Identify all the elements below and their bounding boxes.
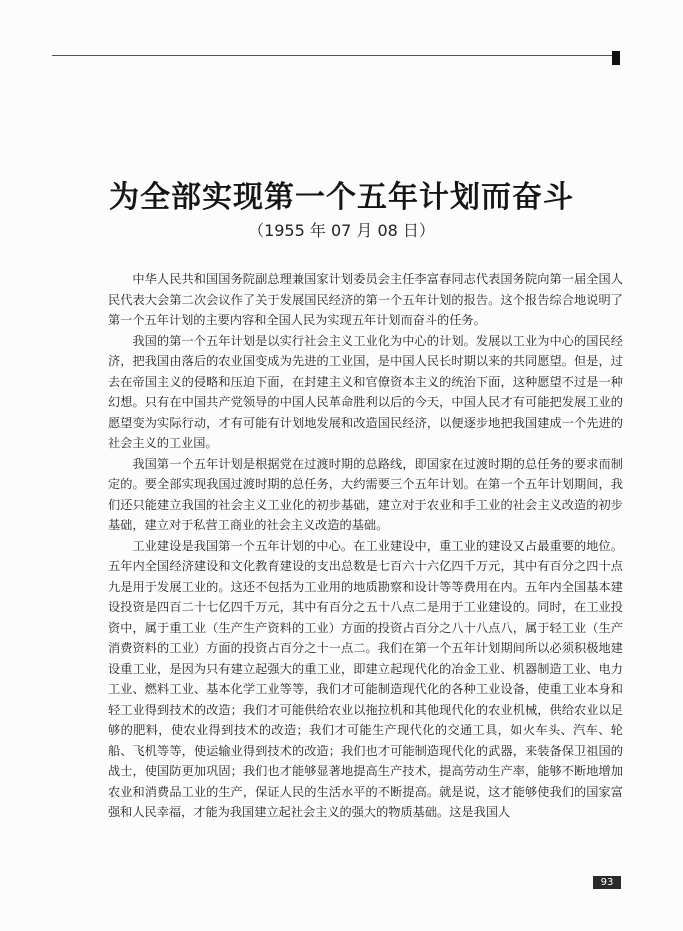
paragraph: 中华人民共和国国务院副总理兼国家计划委员会主任李富春同志代表国务院向第一届全国人民代表大会第二次会议作了关于发展国民经济的第一个五年计划的报告。这个报告综合地说明了第一个五年计划的主要内容和全国人民为实现五年计划而奋斗的任务。: [108, 272, 623, 327]
header-rule-marker: [612, 51, 620, 65]
article-title: 为全部实现第一个五年计划而奋斗: [109, 180, 574, 215]
paragraph: 我国第一个五年计划是根据党在过渡时期的总路线，即国家在过渡时期的总任务的要求而制定的。要全部实现我国过渡时期的总任务，大约需要三个五年计划。在第一个五年计划期间，我们还只能建立我国的社会主义工业化的初步基础，建立对于农业和手工业的社会主义改造的初步基础，建立对于私营工商业的社会主义改造的基础。: [108, 456, 623, 532]
article-body: [108, 269, 623, 823]
header-rule: [52, 55, 614, 56]
paragraph: 工业建设是我国第一个五年计划的中心。在工业建设中，重工业的建设又占最重要的地位。五年内全国经济建设和文化教育建设的支出总数是七百六十六亿四千万元，其中有百分之四十点九是用于发展工业的。这还不包括为工业用的地质勘察和设计等等费用在内。五年内全国基本建设投资是四百二十七亿四千万元，其中有百分之五十八点二是用于工业建设的。同时，在工业投资中，属于重工业（生产生产资料的工业）方面的投资占百分之八十八点八，属于轻工业（生产消费资料的工业）方面的投资占百分之十一点二。我们在第一个五年计划期间所以必须积极地建设重工业，是因为只有建立起强大的重工业，即建立起现代化的冶金工业、机器制造工业、电力工业、燃料工业、基本化学工业等等，我们才可能制造现代化的各种工业设备，使重工业本身和轻工业得到技术的改造；我们才可能供给农业以拖拉机和其他现代化的农业机械，供给农业以足够的肥料，使农业得到技术的改造；我们才可能生产现代化的交通工具，如火车头、汽车、轮船、飞机等等，使运输业得到技术的改造；我们也才可能制造现代化的武器，来装备保卫祖国的战士，使国防更加巩固；我们也才能够显著地提高生产技术，提高劳动生产率，能够不断地增加农业和消费品工业的生产，保证人民的生活水平的不断提高。就是说，这才能够使我们的国家富强和人民幸福，才能为我国建立起社会主义的强大的物质基础。这是我国人: [108, 538, 623, 819]
article-date: （1955 年 07 月 08 日）: [248, 221, 435, 240]
paragraph: 我国的第一个五年计划是以实行社会主义工业化为中心的计划。发展以工业为中心的国民经济，把我国由落后的农业国变成为先进的工业国，是中国人民长时期以来的共同愿望。但是，过去在帝国主义的侵略和压迫下面，在封建主义和官僚资本主义的统治下面，这种愿望不过是一种幻想。只有在中国共产党领导的中国人民革命胜利以后的今天，中国人民才有可能把发展工业的愿望变为实际行动，才有可能有计划地发展和改造国民经济，以便逐步地把我国建成一个先进的社会主义的工业国。: [108, 333, 623, 450]
page-number: 93: [593, 876, 621, 889]
